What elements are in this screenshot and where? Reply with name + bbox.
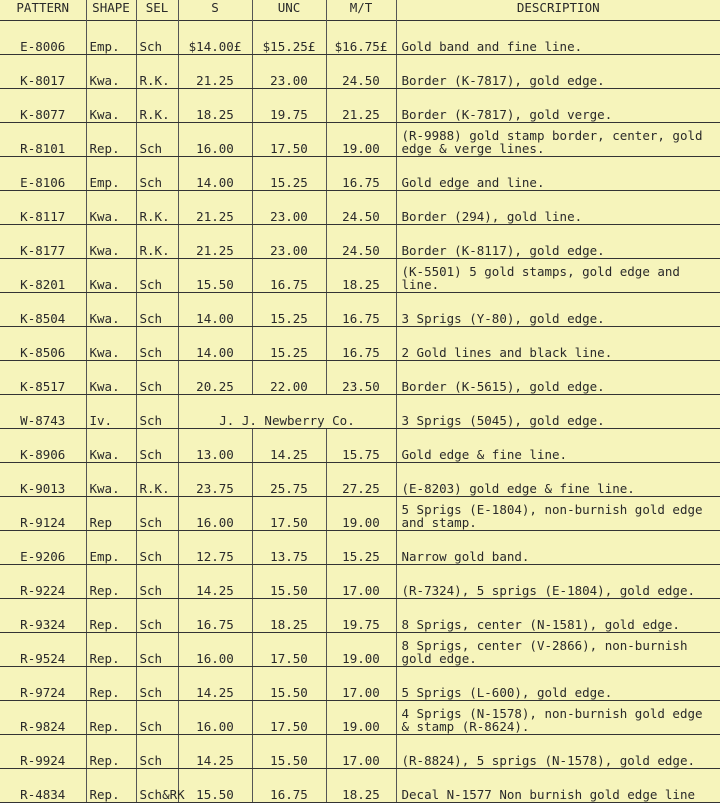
- table-row: [0, 55, 720, 89]
- pattern-cell: K-8517: [0, 361, 86, 395]
- sel-cell: Sch: [136, 157, 178, 191]
- shape-cell: Rep.: [86, 633, 136, 667]
- shape-cell: Rep.: [86, 599, 136, 633]
- mt-price-cell: 18.25: [326, 769, 396, 803]
- header-s: S: [178, 0, 252, 21]
- description-cell: 5 Sprigs (E-1804), non-burnish gold edge and stamp.: [396, 497, 720, 531]
- s-price-cell: 12.75: [178, 531, 252, 565]
- shape-cell: Kwa.: [86, 361, 136, 395]
- shape-cell: Kwa.: [86, 55, 136, 89]
- s-price-cell: 14.00: [178, 293, 252, 327]
- s-price-cell: 15.50: [178, 769, 252, 803]
- sel-cell: Sch: [136, 599, 178, 633]
- table-row: [0, 157, 720, 191]
- pattern-cell: R-9524: [0, 633, 86, 667]
- sel-cell: Sch: [136, 429, 178, 463]
- mt-price-cell: 17.00: [326, 667, 396, 701]
- sel-cell: Sch: [136, 565, 178, 599]
- pattern-cell: W-8743: [0, 395, 86, 429]
- sel-cell: Sch: [136, 293, 178, 327]
- unc-price-cell: 18.25: [252, 599, 326, 633]
- description-cell: Gold edge & fine line.: [396, 429, 720, 463]
- description-cell: Border (K-5615), gold edge.: [396, 361, 720, 395]
- sel-cell: Sch: [136, 395, 178, 429]
- shape-cell: Iv.: [86, 395, 136, 429]
- s-price-cell: 23.75: [178, 463, 252, 497]
- sel-cell: Sch: [136, 497, 178, 531]
- table-row: [0, 735, 720, 769]
- s-price-cell: 13.00: [178, 429, 252, 463]
- unc-price-cell: 17.50: [252, 633, 326, 667]
- sel-cell: Sch: [136, 327, 178, 361]
- pattern-cell: R-9724: [0, 667, 86, 701]
- pattern-cell: K-8906: [0, 429, 86, 463]
- pattern-cell: R-9324: [0, 599, 86, 633]
- shape-cell: Kwa.: [86, 259, 136, 293]
- unc-price-cell: 17.50: [252, 701, 326, 735]
- description-cell: 3 Sprigs (5045), gold edge.: [396, 395, 720, 429]
- s-price-cell: 15.50: [178, 259, 252, 293]
- shape-cell: Kwa.: [86, 89, 136, 123]
- shape-cell: Kwa.: [86, 463, 136, 497]
- mt-price-cell: 16.75: [326, 293, 396, 327]
- unc-price-cell: 25.75: [252, 463, 326, 497]
- sel-cell: R.K.: [136, 191, 178, 225]
- shape-cell: Emp.: [86, 21, 136, 55]
- description-cell: Border (K-7817), gold edge.: [396, 55, 720, 89]
- s-price-cell: 16.00: [178, 633, 252, 667]
- pattern-cell: R-4834: [0, 769, 86, 803]
- description-cell: (E-8203) gold edge & fine line.: [396, 463, 720, 497]
- table-row: [0, 565, 720, 599]
- table-row: [0, 191, 720, 225]
- mt-price-cell: 15.75: [326, 429, 396, 463]
- pattern-cell: K-8504: [0, 293, 86, 327]
- sel-cell: Sch: [136, 259, 178, 293]
- description-cell: Decal N-1577 Non burnish gold edge line: [396, 769, 720, 803]
- description-cell: Narrow gold band.: [396, 531, 720, 565]
- shape-cell: Rep.: [86, 701, 136, 735]
- unc-price-cell: 15.50: [252, 667, 326, 701]
- table-row: [0, 327, 720, 361]
- sel-cell: R.K.: [136, 463, 178, 497]
- sel-cell: Sch: [136, 633, 178, 667]
- table-row: [0, 531, 720, 565]
- s-price-cell: 14.25: [178, 735, 252, 769]
- shape-cell: Rep.: [86, 769, 136, 803]
- shape-cell: Emp.: [86, 157, 136, 191]
- mt-price-cell: 27.25: [326, 463, 396, 497]
- shape-cell: Emp.: [86, 531, 136, 565]
- pattern-cell: R-9124: [0, 497, 86, 531]
- shape-cell: Kwa.: [86, 293, 136, 327]
- merged-price-cell: J. J. Newberry Co.: [178, 395, 396, 429]
- mt-price-cell: 18.25: [326, 259, 396, 293]
- unc-price-cell: 15.50: [252, 565, 326, 599]
- s-price-cell: 16.00: [178, 701, 252, 735]
- header-mt: M/T: [326, 0, 396, 21]
- unc-price-cell: 19.75: [252, 89, 326, 123]
- sel-cell: Sch: [136, 123, 178, 157]
- pattern-cell: K-8177: [0, 225, 86, 259]
- pattern-cell: R-9924: [0, 735, 86, 769]
- mt-price-cell: $16.75£: [326, 21, 396, 55]
- mt-price-cell: 19.75: [326, 599, 396, 633]
- unc-price-cell: 17.50: [252, 123, 326, 157]
- unc-price-cell: 15.50: [252, 735, 326, 769]
- shape-cell: Rep.: [86, 565, 136, 599]
- sel-cell: Sch: [136, 735, 178, 769]
- unc-price-cell: 16.75: [252, 259, 326, 293]
- pattern-cell: K-9013: [0, 463, 86, 497]
- sel-cell: Sch: [136, 667, 178, 701]
- unc-price-cell: 23.00: [252, 55, 326, 89]
- mt-price-cell: 24.50: [326, 55, 396, 89]
- description-cell: Gold band and fine line.: [396, 21, 720, 55]
- shape-cell: Kwa.: [86, 429, 136, 463]
- description-cell: (K-5501) 5 gold stamps, gold edge and line.: [396, 259, 720, 293]
- description-cell: Border (K-7817), gold verge.: [396, 89, 720, 123]
- pattern-cell: K-8201: [0, 259, 86, 293]
- s-price-cell: 14.00: [178, 327, 252, 361]
- unc-price-cell: 14.25: [252, 429, 326, 463]
- unc-price-cell: 22.00: [252, 361, 326, 395]
- table-row: [0, 599, 720, 633]
- sel-cell: Sch: [136, 701, 178, 735]
- s-price-cell: 14.25: [178, 667, 252, 701]
- mt-price-cell: 16.75: [326, 327, 396, 361]
- description-cell: Border (294), gold line.: [396, 191, 720, 225]
- pattern-cell: E-8106: [0, 157, 86, 191]
- pattern-cell: K-8506: [0, 327, 86, 361]
- s-price-cell: 14.25: [178, 565, 252, 599]
- mt-price-cell: 23.50: [326, 361, 396, 395]
- unc-price-cell: $15.25£: [252, 21, 326, 55]
- shape-cell: Rep: [86, 497, 136, 531]
- pattern-cell: K-8017: [0, 55, 86, 89]
- header-sel: SEL: [136, 0, 178, 21]
- s-price-cell: 21.25: [178, 225, 252, 259]
- table-row: [0, 89, 720, 123]
- mt-price-cell: 21.25: [326, 89, 396, 123]
- table-row: [0, 225, 720, 259]
- header-unc: UNC: [252, 0, 326, 21]
- s-price-cell: 16.00: [178, 497, 252, 531]
- pattern-cell: E-9206: [0, 531, 86, 565]
- table-row: [0, 259, 720, 293]
- pattern-cell: R-9824: [0, 701, 86, 735]
- header-pattern: PATTERN: [16, 0, 70, 15]
- description-cell: 8 Sprigs, center (N-1581), gold edge.: [396, 599, 720, 633]
- s-price-cell: 16.00: [178, 123, 252, 157]
- s-price-cell: 16.75: [178, 599, 252, 633]
- mt-price-cell: 16.75: [326, 157, 396, 191]
- description-cell: Border (K-8117), gold edge.: [396, 225, 720, 259]
- description-cell: 8 Sprigs, center (V-2866), non-burnish gold edge.: [396, 633, 720, 667]
- mt-price-cell: 19.00: [326, 633, 396, 667]
- table-row: [0, 395, 720, 429]
- header-description: DESCRIPTION: [396, 0, 720, 21]
- description-cell: 5 Sprigs (L-600), gold edge.: [396, 667, 720, 701]
- s-price-cell: $14.00£: [178, 21, 252, 55]
- description-cell: 2 Gold lines and black line.: [396, 327, 720, 361]
- sel-cell: Sch: [136, 361, 178, 395]
- table-row: [0, 21, 720, 55]
- unc-price-cell: 16.75: [252, 769, 326, 803]
- description-cell: 4 Sprigs (N-1578), non-burnish gold edge & stamp (R-8624).: [396, 701, 720, 735]
- unc-price-cell: 15.25: [252, 157, 326, 191]
- sel-cell: Sch&RK: [136, 769, 178, 803]
- s-price-cell: 20.25: [178, 361, 252, 395]
- shape-cell: Kwa.: [86, 327, 136, 361]
- mt-price-cell: 19.00: [326, 701, 396, 735]
- table-row: [0, 463, 720, 497]
- table-row: [0, 293, 720, 327]
- unc-price-cell: 23.00: [252, 191, 326, 225]
- s-price-cell: 21.25: [178, 55, 252, 89]
- table-row: [0, 429, 720, 463]
- unc-price-cell: 15.25: [252, 293, 326, 327]
- mt-price-cell: 19.00: [326, 123, 396, 157]
- pattern-cell: K-8117: [0, 191, 86, 225]
- table-row: [0, 497, 720, 531]
- description-cell: (R-8824), 5 sprigs (N-1578), gold edge.: [396, 735, 720, 769]
- sel-cell: Sch: [136, 21, 178, 55]
- s-price-cell: 21.25: [178, 191, 252, 225]
- shape-cell: Rep.: [86, 667, 136, 701]
- s-price-cell: 18.25: [178, 89, 252, 123]
- unc-price-cell: 17.50: [252, 497, 326, 531]
- sel-cell: R.K.: [136, 225, 178, 259]
- header-shape: SHAPE: [86, 0, 136, 21]
- description-cell: 3 Sprigs (Y-80), gold edge.: [396, 293, 720, 327]
- table-row: [0, 701, 720, 735]
- description-cell: Gold edge and line.: [396, 157, 720, 191]
- table-row: [0, 361, 720, 395]
- sel-cell: R.K.: [136, 89, 178, 123]
- s-price-cell: 14.00: [178, 157, 252, 191]
- shape-cell: Kwa.: [86, 225, 136, 259]
- table-row: [0, 633, 720, 667]
- table-row: [0, 667, 720, 701]
- mt-price-cell: 17.00: [326, 565, 396, 599]
- description-cell: (R-9988) gold stamp border, center, gold edge & verge lines.: [396, 123, 720, 157]
- shape-cell: Kwa.: [86, 191, 136, 225]
- pattern-cell: R-8101: [0, 123, 86, 157]
- shape-cell: Rep.: [86, 123, 136, 157]
- mt-price-cell: 17.00: [326, 735, 396, 769]
- table-row: [0, 769, 720, 803]
- mt-price-cell: 15.25: [326, 531, 396, 565]
- unc-price-cell: 23.00: [252, 225, 326, 259]
- pattern-cell: R-9224: [0, 565, 86, 599]
- description-cell: (R-7324), 5 sprigs (E-1804), gold edge.: [396, 565, 720, 599]
- pattern-cell: K-8077: [0, 89, 86, 123]
- mt-price-cell: 24.50: [326, 191, 396, 225]
- unc-price-cell: 13.75: [252, 531, 326, 565]
- unc-price-cell: 15.25: [252, 327, 326, 361]
- pattern-cell: E-8006: [0, 21, 86, 55]
- table-body: [0, 21, 720, 803]
- shape-cell: Rep.: [86, 735, 136, 769]
- table-row: [0, 123, 720, 157]
- sel-cell: Sch: [136, 531, 178, 565]
- mt-price-cell: 24.50: [326, 225, 396, 259]
- mt-price-cell: 19.00: [326, 497, 396, 531]
- header-row: [0, 0, 720, 21]
- sel-cell: R.K.: [136, 55, 178, 89]
